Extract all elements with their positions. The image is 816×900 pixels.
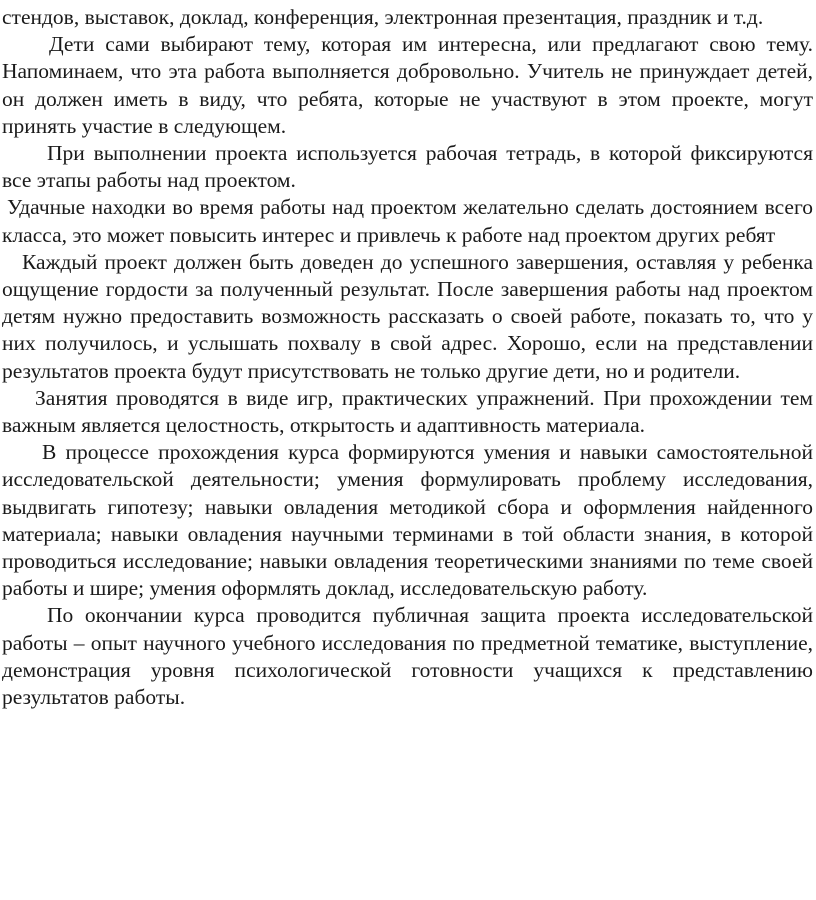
paragraph-topic-choice: Дети сами выбирают тему, которая им интересна, или предлагают свою тему. Напоминаем, что эта работа выполняется добровольно. Учитель не принуждает детей, он должен иметь в виду, что ребята, которые не участвуют в этом проекте, могут принять участие в следующем. (2, 32, 813, 138)
paragraph-project-completion: Каждый проект должен быть доведен до успешного завершения, оставляя у ребенка ощущение гордости за полученный результат. После завершения работы над проектом детям нужно предоставить возможность рассказать о своей работе, показать то, что у них получилось, и услышать похвалу в свой адрес. Хорошо, если на представлении результатов проекта будут присутствовать не только другие дети, но и родители. (2, 249, 813, 383)
paragraph-successful-findings: Удачные находки во время работы над проектом желательно сделать достоянием всего класса, это может повысить интерес и привлечь к работе над проектом других ребят (2, 195, 813, 247)
paragraph-presentation-forms: стендов, выставок, доклад, конференция, электронная презентация, праздник и т.д. (2, 5, 764, 29)
paragraph-skills-formed: В процессе прохождения курса формируются умения и навыки самостоятельной исследовательской деятельности; умения формулировать проблему исследования, выдвигать гипотезу; навыки овладения методикой сбора и оформления найденного материала; навыки овладения научными терминами в той области знания, в которой проводиться исследование; навыки овладения теоретическими знаниями по теме своей работы и шире; умения оформлять доклад, исследовательскую работу. (2, 440, 813, 601)
document-page (2, 4, 813, 711)
paragraph-public-defense: По окончании курса проводится публичная защита проекта исследовательской работы – опыт научного учебного исследования по предметной тематике, выступление, демонстрация уровня психологической готовности учащихся к представлению результатов работы. (2, 603, 813, 710)
paragraph-lessons-format: Занятия проводятся в виде игр, практических упражнений. При прохождении тем важным является целостность, открытость и адаптивность материала. (2, 385, 813, 438)
paragraph-workbook: При выполнении проекта используется рабочая тетрадь, в которой фиксируются все этапы работы над проектом. (2, 141, 813, 193)
